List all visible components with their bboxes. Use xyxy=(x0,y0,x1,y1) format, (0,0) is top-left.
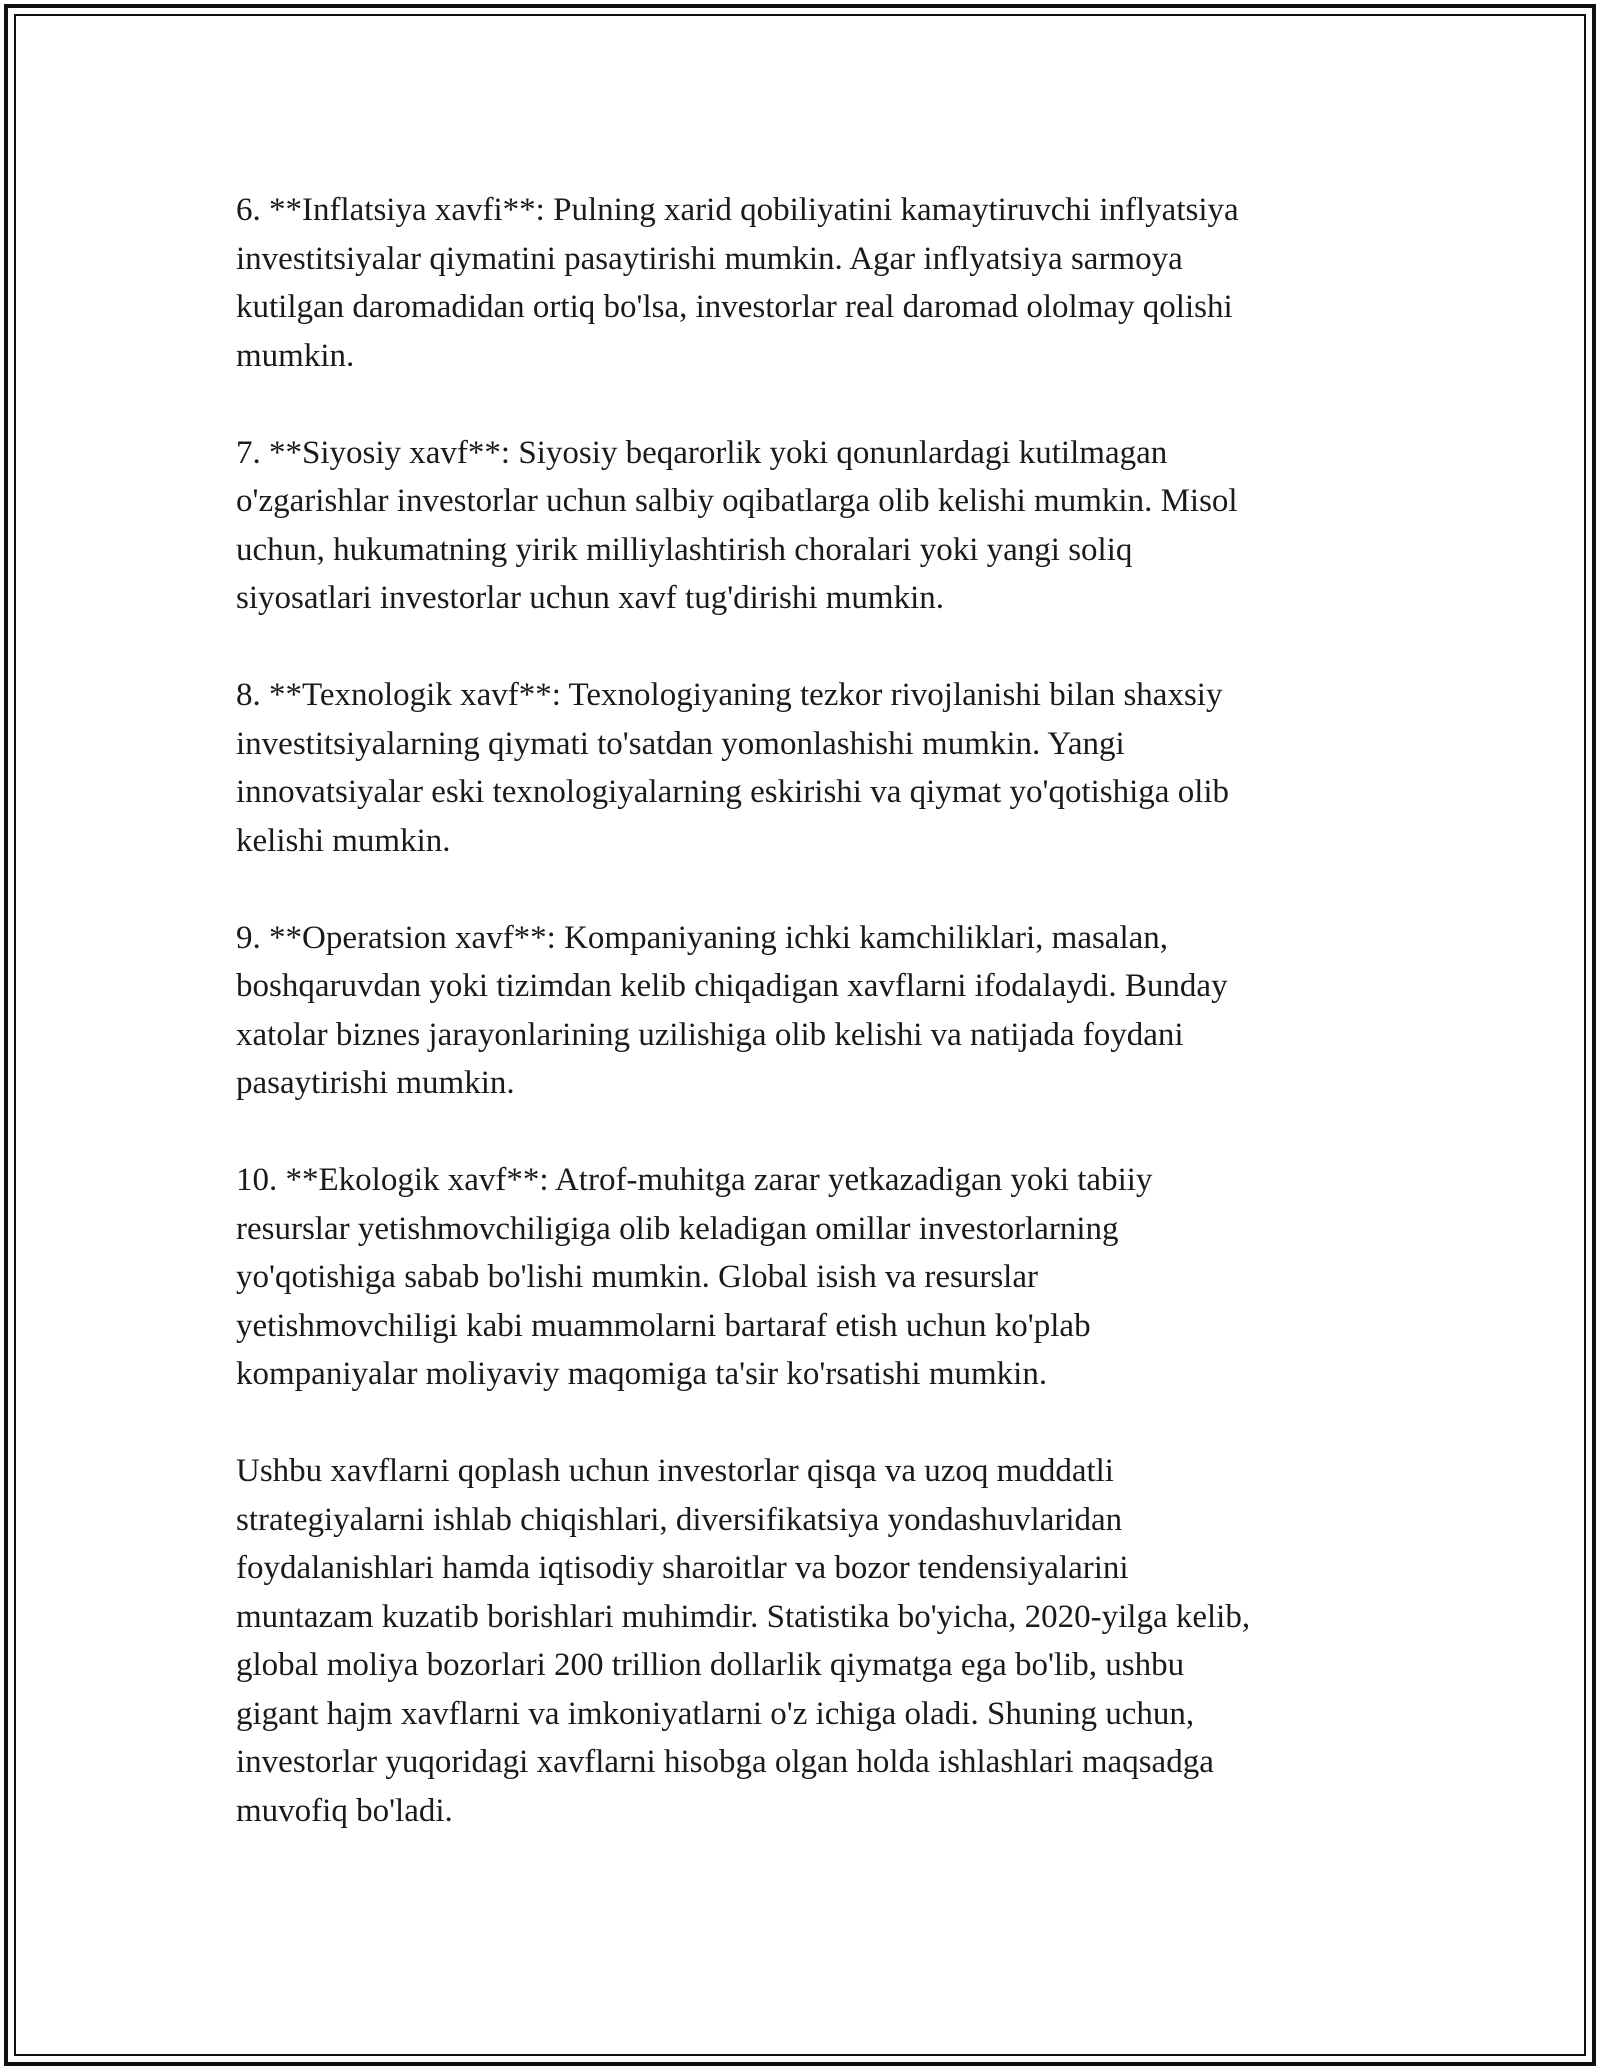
text-line: muntazam kuzatib borishlari muhimdir. Statistika bo'yicha, 2020-yilga kelib, xyxy=(236,1598,1251,1635)
paragraph-technological-risk xyxy=(236,671,1376,865)
text-line: 9. **Operatsion xavf**: Kompaniyaning ichki kamchiliklari, masalan, xyxy=(236,919,1169,956)
paragraph-conclusion xyxy=(236,1447,1376,1835)
paragraph-political-risk xyxy=(236,429,1376,623)
paragraph-ecological-risk xyxy=(236,1156,1376,1399)
text-line: 10. **Ekologik xavf**: Atrof-muhitga zarar yetkazadigan yoki tabiiy xyxy=(236,1162,1153,1198)
text-line: 6. **Inflatsiya xavfi**: Pulning xarid qobiliyatini kamaytiruvchi inflyatsiya xyxy=(236,192,1239,228)
text-line: 7. **Siyosiy xavf**: Siyosiy beqarorlik yoki qonunlardagi kutilmagan xyxy=(236,434,1168,471)
text-line: resurslar yetishmovchiligiga olib keladigan omillar investorlarning xyxy=(236,1210,1119,1247)
text-line: 8. **Texnologik xavf**: Texnologiyaning tezkor rivojlanishi bilan shaxsiy xyxy=(236,677,1223,713)
text-line: kelishi mumkin. xyxy=(236,822,451,859)
text-line: foydalanishlari hamda iqtisodiy sharoitlar va bozor tendensiyalarini xyxy=(236,1550,1129,1586)
text-line: o'zgarishlar investorlar uchun salbiy oqibatlarga olib kelishi mumkin. Misol xyxy=(236,483,1238,519)
text-line: innovatsiyalar eski texnologiyalarning eskirishi va qiymat yo'qotishiga olib xyxy=(236,774,1230,810)
text-line: pasaytirishi mumkin. xyxy=(236,1065,515,1101)
document-body xyxy=(236,186,1376,1835)
text-line: siyosatlari investorlar uchun xavf tug'dirishi mumkin. xyxy=(236,580,945,616)
text-line: muvofiq bo'ladi. xyxy=(236,1792,453,1829)
text-line: Ushbu xavflarni qoplash uchun investorlar qisqa va uzoq muddatli xyxy=(236,1453,1114,1489)
paragraph-inflation-risk xyxy=(236,186,1376,380)
text-line: strategiyalarni ishlab chiqishlari, diversifikatsiya yondashuvlaridan xyxy=(236,1501,1123,1538)
text-line: investorlar yuqoridagi xavflarni hisobga olgan holda ishlashlari maqsadga xyxy=(236,1744,1214,1780)
text-line: mumkin. xyxy=(236,337,355,374)
paragraph-operational-risk xyxy=(236,914,1376,1108)
text-line: uchun, hukumatning yirik milliylashtirish choralari yoki yangi soliq xyxy=(236,531,1133,568)
text-line: xatolar biznes jarayonlarining uzilishiga olib kelishi va natijada foydani xyxy=(236,1016,1184,1053)
text-line: yo'qotishiga sabab bo'lishi mumkin. Global isish va resurslar xyxy=(236,1259,1038,1295)
text-line: boshqaruvdan yoki tizimdan kelib chiqadigan xavflarni ifodalaydi. Bunday xyxy=(236,968,1228,1004)
text-line: kutilgan daromadidan ortiq bo'lsa, investorlar real daromad ololmay qolishi xyxy=(236,289,1233,325)
text-line: global moliya bozorlari 200 trillion dollarlik qiymatga ega bo'lib, ushbu xyxy=(236,1647,1185,1683)
text-line: yetishmovchiligi kabi muammolarni bartaraf etish uchun ko'plab xyxy=(236,1307,1091,1344)
text-line: investitsiyalarning qiymati to'satdan yomonlashishi mumkin. Yangi xyxy=(236,725,1125,762)
text-line: investitsiyalar qiymatini pasaytirishi mumkin. Agar inflyatsiya sarmoya xyxy=(236,240,1183,277)
text-line: kompaniyalar moliyaviy maqomiga ta'sir ko'rsatishi mumkin. xyxy=(236,1356,1048,1392)
text-line: gigant hajm xavflarni va imkoniyatlarni o'z ichiga oladi. Shuning uchun, xyxy=(236,1695,1195,1732)
